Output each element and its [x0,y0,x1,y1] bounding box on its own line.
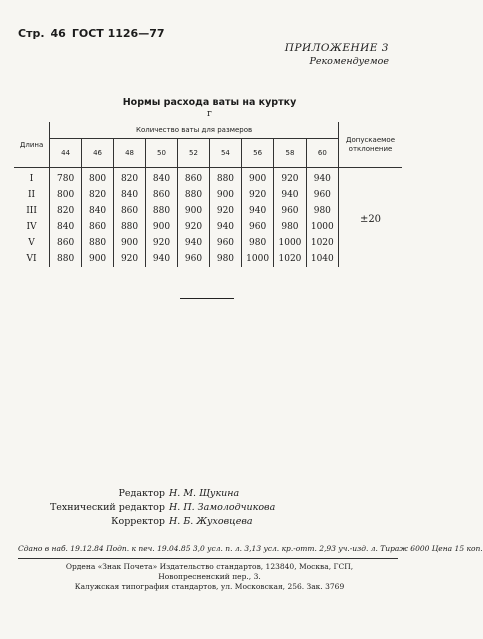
table-title: Нормы расхода ваты на куртку [122,97,297,108]
length-cell: II [14,187,50,203]
size-header: 52 [177,139,209,168]
value-cell: 840 [82,203,114,219]
value-cell: 840 [114,187,146,203]
page-header [18,27,165,40]
value-cell: 920 [146,235,178,251]
value-cell: 980 [241,235,273,251]
value-cell: 960 [209,235,241,251]
credits-block [0,487,419,529]
value-cell: 900 [241,168,273,188]
credit-name: Н. М. Щукина [169,488,240,499]
size-header: 54 [209,139,241,168]
value-cell: 800 [82,168,114,188]
length-cell: IV [14,219,50,235]
printing-info: Сдано в наб. 19.12.84 Подп. к печ. 19.04.85 3,0 усл. п. л. 3,13 усл. кр.-отт. 2,93 уч.-изд. л. Тираж 6000 Цена 15 коп. [18,544,483,553]
value-cell: 980 [306,203,338,219]
size-header: 44 [50,139,82,168]
value-cell: 1020 [306,235,338,251]
value-cell: 880 [209,168,241,188]
size-header: 56 [241,139,273,168]
tolerance-cell: ±20 [339,168,403,268]
imprint-line: Новопресненский пер., 3. [158,572,261,581]
length-cell: III [14,203,50,219]
value-cell: 900 [177,203,209,219]
credit-tech-editor [0,501,419,515]
value-cell: 920 [209,203,241,219]
value-cell: 820 [82,187,114,203]
imprint-line: Ордена «Знак Почета» Издательство стандартов, 123840, Москва, ГСП, [65,562,354,571]
value-cell: 960 [241,219,273,235]
value-cell: 820 [114,168,146,188]
credit-name: Н. Б. Жуховцева [169,516,253,527]
value-cell: 940 [146,251,178,267]
value-cell: 780 [50,168,82,188]
value-cell: 940 [209,219,241,235]
size-header: 48 [114,139,146,168]
length-header: Длина [14,122,50,168]
page-prefix: Стр. [18,27,45,40]
credit-name: Н. П. Замолодчикова [169,502,276,513]
value-cell: 800 [50,187,82,203]
credit-role: Редактор [118,488,165,499]
value-cell: 880 [50,251,82,267]
value-cell: 880 [146,203,178,219]
value-cell: 940 [274,187,306,203]
value-cell: 880 [177,187,209,203]
imprint-block [0,562,419,592]
value-cell: 920 [114,251,146,267]
value-cell: 960 [274,203,306,219]
value-cell: 960 [306,187,338,203]
value-cell: 880 [82,235,114,251]
value-cell: 860 [114,203,146,219]
value-cell: 1040 [306,251,338,267]
table-unit: г [207,109,212,119]
value-cell: 920 [241,187,273,203]
value-cell: 860 [50,235,82,251]
credit-role: Корректор [111,516,165,527]
value-cell: 920 [274,168,306,188]
value-cell: 1020 [274,251,306,267]
tolerance-header: Допускаемое отклонение [339,122,403,168]
value-cell: 920 [177,219,209,235]
table-header-row [14,122,402,139]
length-cell: I [14,168,50,188]
standard-code: ГОСТ 1126—77 [71,27,165,40]
value-cell: 840 [146,168,178,188]
appendix-block [285,42,389,67]
size-header: 50 [146,139,178,168]
value-cell: 1000 [306,219,338,235]
end-rule [180,298,234,299]
appendix-subtitle: Рекомендуемое [309,56,389,67]
size-header: 58 [274,139,306,168]
value-cell: 820 [50,203,82,219]
value-cell: 1000 [274,235,306,251]
page-number: 46 [50,27,66,40]
value-cell: 840 [50,219,82,235]
length-cell: V [14,235,50,251]
value-cell: 980 [274,219,306,235]
length-cell: VI [14,251,50,267]
value-cell: 860 [82,219,114,235]
value-cell: 860 [177,168,209,188]
imprint-line: Калужская типография стандартов, ул. Московская, 256. Зак. 3769 [74,582,345,591]
credit-corrector [0,515,419,529]
size-header: 46 [82,139,114,168]
appendix-title: ПРИЛОЖЕНИЕ 3 [284,42,389,54]
value-cell: 940 [241,203,273,219]
value-cell: 960 [177,251,209,267]
value-cell: 900 [82,251,114,267]
size-header: 60 [306,139,338,168]
group-header: Количество ваты для размеров [50,122,339,139]
credit-editor [0,487,419,501]
value-cell: 900 [209,187,241,203]
value-cell: 980 [209,251,241,267]
credit-role: Технический редактор [49,502,165,513]
value-cell: 940 [177,235,209,251]
value-cell: 880 [114,219,146,235]
value-cell: 900 [114,235,146,251]
norms-table [14,122,402,267]
value-cell: 940 [306,168,338,188]
table-row [14,168,402,188]
imprint-rule [18,558,398,559]
value-cell: 900 [146,219,178,235]
value-cell: 1000 [241,251,273,267]
value-cell: 860 [146,187,178,203]
